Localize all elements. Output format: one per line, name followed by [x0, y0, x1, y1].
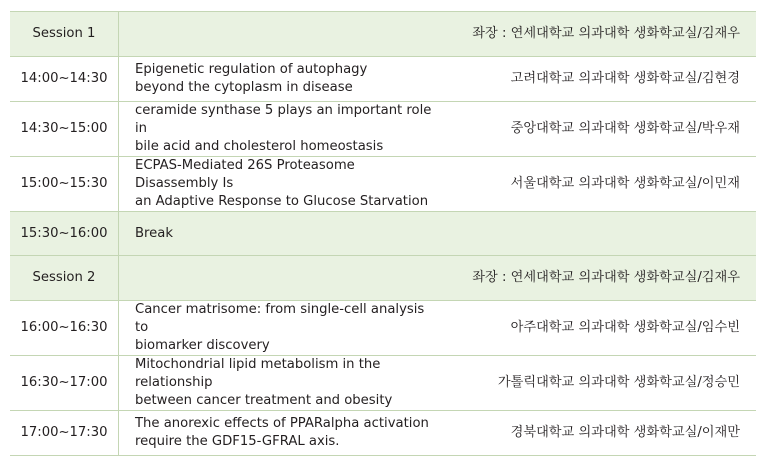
table-row: [10, 301, 756, 356]
break-row: [10, 212, 756, 256]
talk-speaker: 경북대학교 의과대학 생화학교실/이재만: [437, 411, 756, 456]
talk-title: [119, 57, 438, 102]
session-header-row: [10, 12, 756, 57]
talk-speaker: 중앙대학교 의과대학 생화학교실/박우재: [437, 102, 756, 157]
session-chair: 좌장 : 연세대학교 의과대학 생화학교실/김재우: [119, 12, 757, 57]
break-time: 15:30~16:00: [10, 212, 119, 256]
talk-title: [119, 356, 438, 411]
session-label: Session 1: [10, 12, 119, 57]
talk-title-line-1: The anorexic effects of PPARalpha activation: [135, 416, 429, 431]
talk-time: 17:00~17:30: [10, 411, 119, 456]
talk-title-line-2: beyond the cytoplasm in disease: [135, 80, 353, 95]
talk-title: [119, 157, 438, 212]
session-chair: 좌장 : 연세대학교 의과대학 생화학교실/김재우: [119, 256, 757, 301]
talk-speaker: 가톨릭대학교 의과대학 생화학교실/정승민: [437, 356, 756, 411]
session-label: Session 2: [10, 256, 119, 301]
talk-title-line-2: between cancer treatment and obesity: [135, 393, 393, 408]
talk-title-line-1: Cancer matrisome: from single-cell analysis to: [135, 302, 425, 335]
talk-title: [119, 411, 438, 456]
talk-time: 16:00~16:30: [10, 301, 119, 356]
session-header-row: [10, 256, 756, 301]
talk-title-line-2: require the GDF15-GFRAL axis.: [135, 434, 340, 449]
table-row: [10, 57, 756, 102]
table-row: [10, 102, 756, 157]
table-row: [10, 411, 756, 456]
talk-time: 14:00~14:30: [10, 57, 119, 102]
talk-time: 16:30~17:00: [10, 356, 119, 411]
talk-title-line-1: ECPAS-Mediated 26S Proteasome Disassembly Is: [135, 158, 355, 191]
talk-title-line-2: bile acid and cholesterol homeostasis: [135, 139, 384, 154]
talk-time: 14:30~15:00: [10, 102, 119, 157]
talk-title-line-2: an Adaptive Response to Glucose Starvation: [135, 194, 429, 209]
talk-speaker: 아주대학교 의과대학 생화학교실/임수빈: [437, 301, 756, 356]
talk-title: [119, 102, 438, 157]
talk-speaker: 서울대학교 의과대학 생화학교실/이민재: [437, 157, 756, 212]
talk-title-line-1: Mitochondrial lipid metabolism in the relationship: [135, 357, 381, 390]
talk-title: [119, 301, 438, 356]
talk-title-line-1: Epigenetic regulation of autophagy: [135, 62, 368, 77]
table-row: [10, 157, 756, 212]
talk-speaker: 고려대학교 의과대학 생화학교실/김현경: [437, 57, 756, 102]
break-label: Break: [119, 212, 757, 256]
talk-title-line-2: biomarker discovery: [135, 338, 270, 353]
talk-time: 15:00~15:30: [10, 157, 119, 212]
talk-title-line-1: ceramide synthase 5 plays an important role in: [135, 103, 432, 136]
table-row: [10, 356, 756, 411]
schedule-table: [10, 11, 756, 456]
